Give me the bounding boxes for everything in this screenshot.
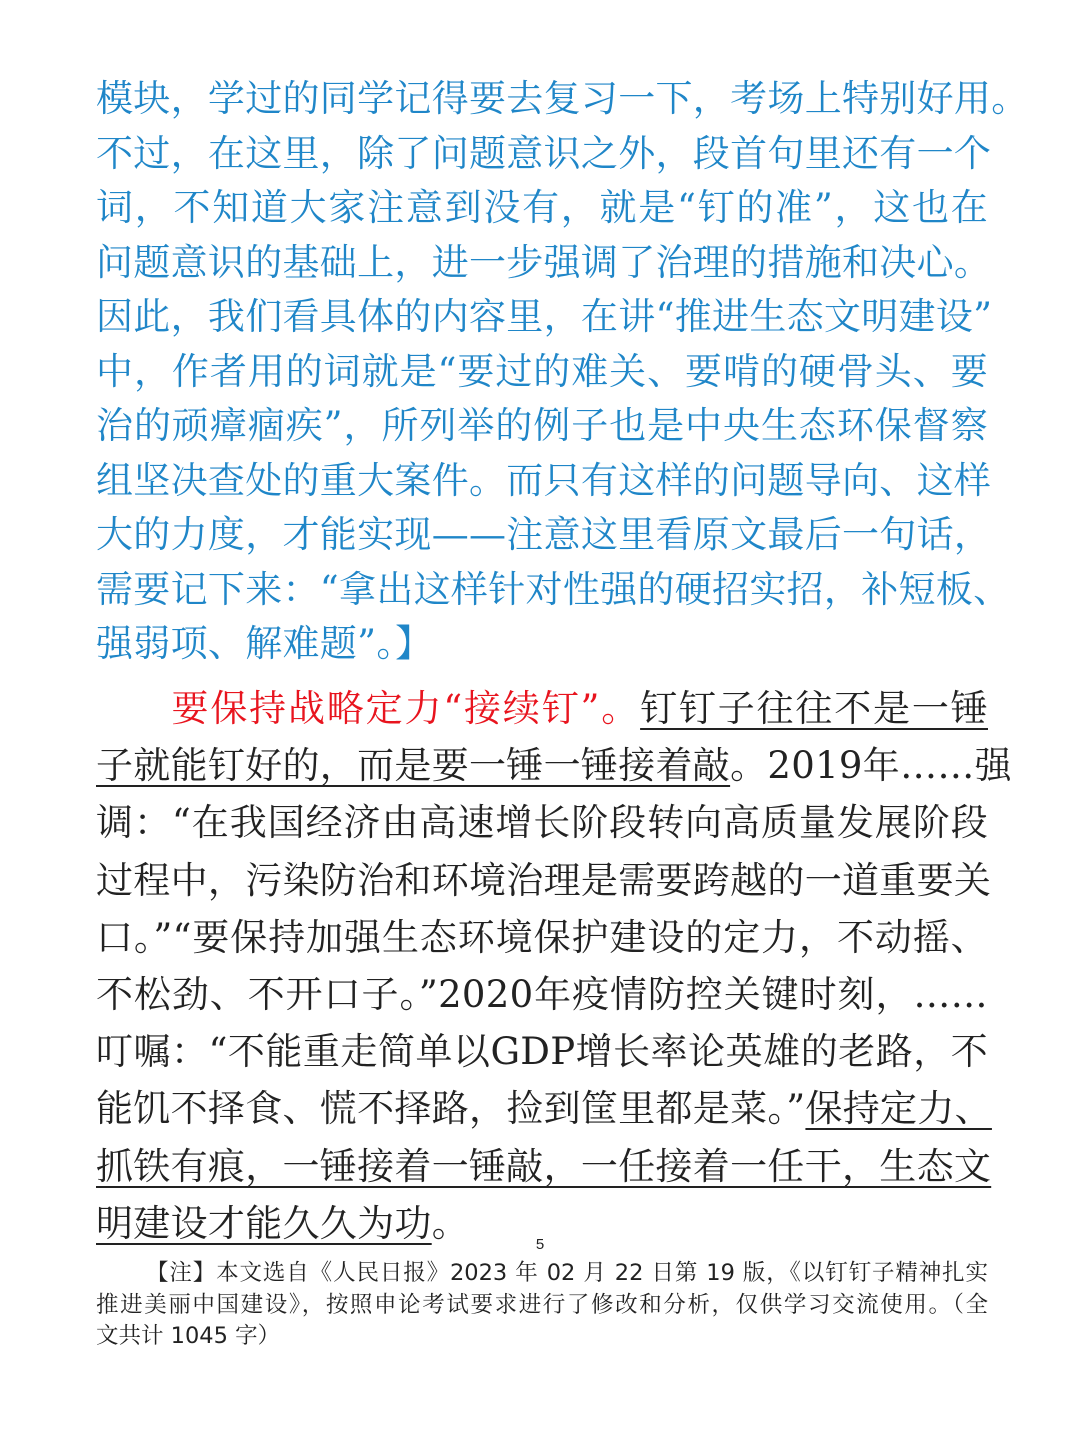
analysis-line: 强弱项、解难题”。】 (96, 622, 433, 665)
footnote-line: 文共计 1045 字） (96, 1323, 281, 1349)
body-line: 调：“在我国经济由高速增长阶段转向高质量发展阶段 (96, 801, 988, 845)
body-line (96, 1080, 992, 1137)
analysis-line: 词，不知道大家注意到没有，就是“钉的准”，这也在 (96, 186, 988, 229)
underlined-text: 抓铁有痕，一锤接着一锤敲，一任接着一任干，生态文 (96, 1144, 992, 1188)
analysis-line: 组坚决查处的重大案件。而只有这样的问题导向、这样 (96, 458, 992, 502)
body-line (96, 1138, 992, 1195)
underlined-text: 明建设才能久久为功 (96, 1201, 432, 1245)
body-line (96, 680, 988, 737)
analysis-line: 需要记下来：“拿出这样针对性强的硬招实招，补短板、 (96, 567, 1011, 611)
body-text: 。2019年……强 (730, 744, 1012, 788)
page-number: 5 (535, 1236, 545, 1253)
footnote (96, 1258, 988, 1353)
body-line: 不松劲、不开口子。”2020年疫情防控关键时刻，…… (96, 973, 988, 1017)
analysis-line: 治的顽瘴痼疾”，所列举的例子也是中央生态环保督察 (96, 404, 988, 447)
analysis-line: 模块，学过的同学记得要去复习一下，考场上特别好用。 (96, 77, 1029, 120)
analysis-line: 大的力度，才能实现——注意这里看原文最后一句话， (96, 513, 992, 556)
body-line (96, 737, 1012, 794)
body-line: 口。”“要保持加强生态环境保护建设的定力，不动摇、 (96, 915, 988, 959)
analysis-line: 中，作者用的词就是“要过的难关、要啃的硬骨头、要 (96, 349, 988, 393)
analysis-paragraph (96, 72, 1029, 672)
footnote-line: 【注】本文选自《人民日报》2023 年 02 月 22 日第 19 版，《以钉钉子精神扎实 (146, 1260, 988, 1286)
body-line: 叮嘱：“不能重走简单以GDP增长率论英雄的老路，不 (96, 1030, 988, 1074)
analysis-line: 不过，在这里，除了问题意识之外，段首句里还有一个 (96, 131, 992, 175)
underlined-text: 钉钉子往往不是一锤 (640, 687, 988, 730)
body-text: 。 (431, 1201, 470, 1245)
body-line: 过程中，污染防治和环境治理是需要跨越的一道重要关 (96, 858, 992, 902)
analysis-line: 问题意识的基础上，进一步强调了治理的措施和决心。 (96, 240, 992, 284)
section-heading: 要保持战略定力“接续钉”。 (170, 687, 641, 730)
analysis-line: 因此，我们看具体的内容里，在讲“推进生态文明建设” (96, 295, 993, 338)
body-paragraph (96, 680, 1012, 1252)
underlined-text: 保持定力、 (805, 1087, 992, 1131)
footnote-line: 推进美丽中国建设》，按照申论考试要求进行了修改和分析，仅供学习交流使用。（全 (96, 1291, 988, 1318)
body-text: 能饥不择食、慌不择路，捡到筐里都是菜。” (96, 1087, 806, 1131)
underlined-text: 子就能钉好的，而是要一锤一锤接着敲 (96, 744, 731, 788)
